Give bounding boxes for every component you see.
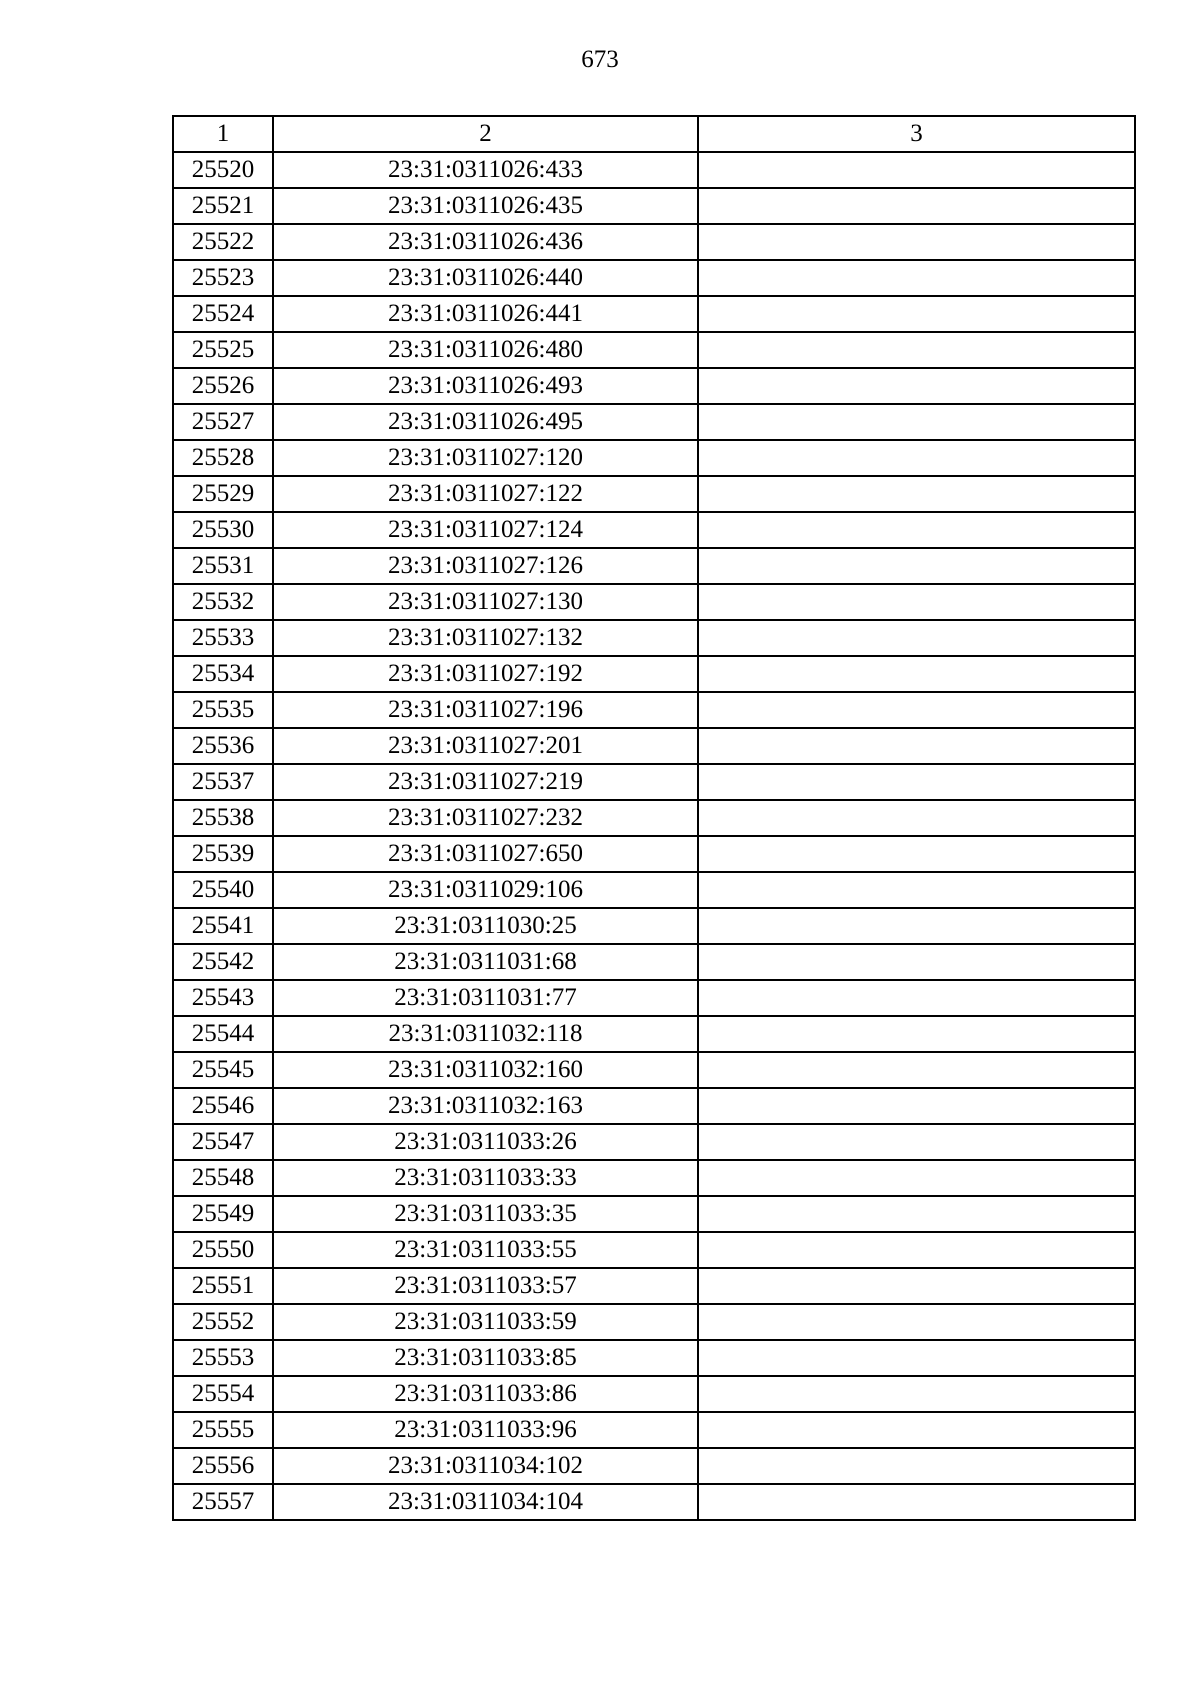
note-cell [698, 836, 1135, 872]
row-number-cell: 25524 [173, 296, 273, 332]
row-number-cell: 25526 [173, 368, 273, 404]
table-row [173, 1124, 1135, 1160]
cadastral-number-cell: 23:31:0311026:480 [273, 332, 698, 368]
row-number-cell: 25552 [173, 1304, 273, 1340]
table-row [173, 296, 1135, 332]
note-cell [698, 188, 1135, 224]
table-row [173, 476, 1135, 512]
row-number-cell: 25544 [173, 1016, 273, 1052]
cadastral-number-cell: 23:31:0311031:68 [273, 944, 698, 980]
note-cell [698, 1016, 1135, 1052]
note-cell [698, 1088, 1135, 1124]
note-cell [698, 1268, 1135, 1304]
row-number-cell: 25557 [173, 1484, 273, 1520]
note-cell [698, 1340, 1135, 1376]
cadastral-number-cell: 23:31:0311027:650 [273, 836, 698, 872]
row-number-cell: 25550 [173, 1232, 273, 1268]
page-number: 673 [581, 46, 619, 73]
row-number-cell: 25523 [173, 260, 273, 296]
cadastral-number-cell: 23:31:0311033:26 [273, 1124, 698, 1160]
row-number-cell: 25533 [173, 620, 273, 656]
row-number-cell: 25532 [173, 584, 273, 620]
row-number-cell: 25527 [173, 404, 273, 440]
cadastral-number-cell: 23:31:0311032:163 [273, 1088, 698, 1124]
cadastral-number-cell: 23:31:0311033:33 [273, 1160, 698, 1196]
note-cell [698, 368, 1135, 404]
cadastral-number-cell: 23:31:0311027:122 [273, 476, 698, 512]
cadastral-number-cell: 23:31:0311027:232 [273, 800, 698, 836]
table-row [173, 332, 1135, 368]
row-number-cell: 25548 [173, 1160, 273, 1196]
row-number-cell: 25534 [173, 656, 273, 692]
note-cell [698, 512, 1135, 548]
table-row [173, 1448, 1135, 1484]
table-row [173, 800, 1135, 836]
cadastral-number-cell: 23:31:0311032:118 [273, 1016, 698, 1052]
cadastral-number-cell: 23:31:0311027:130 [273, 584, 698, 620]
note-cell [698, 1412, 1135, 1448]
row-number-cell: 25528 [173, 440, 273, 476]
cadastral-number-cell: 23:31:0311027:201 [273, 728, 698, 764]
cadastral-number-cell: 23:31:0311027:126 [273, 548, 698, 584]
note-cell [698, 800, 1135, 836]
row-number-cell: 25556 [173, 1448, 273, 1484]
note-cell [698, 584, 1135, 620]
note-cell [698, 980, 1135, 1016]
note-cell [698, 944, 1135, 980]
table-row [173, 1340, 1135, 1376]
row-number-cell: 25530 [173, 512, 273, 548]
cadastral-number-cell: 23:31:0311026:441 [273, 296, 698, 332]
table-body [173, 152, 1135, 1520]
table-row [173, 692, 1135, 728]
cadastral-number-cell: 23:31:0311032:160 [273, 1052, 698, 1088]
column-header-1: 1 [173, 116, 273, 152]
note-cell [698, 1376, 1135, 1412]
table-row [173, 728, 1135, 764]
cadastral-number-cell: 23:31:0311027:120 [273, 440, 698, 476]
note-cell [698, 1484, 1135, 1520]
row-number-cell: 25547 [173, 1124, 273, 1160]
note-cell [698, 1196, 1135, 1232]
note-cell [698, 1124, 1135, 1160]
note-cell [698, 1052, 1135, 1088]
table-row [173, 1088, 1135, 1124]
header-row [173, 116, 1135, 152]
cadastral-number-cell: 23:31:0311026:433 [273, 152, 698, 188]
cadastral-number-cell: 23:31:0311027:124 [273, 512, 698, 548]
row-number-cell: 25541 [173, 908, 273, 944]
column-header-2: 2 [273, 116, 698, 152]
cadastral-number-cell: 23:31:0311026:436 [273, 224, 698, 260]
table-row [173, 656, 1135, 692]
table-row [173, 1268, 1135, 1304]
cadastral-number-cell: 23:31:0311034:102 [273, 1448, 698, 1484]
table-row [173, 188, 1135, 224]
row-number-cell: 25542 [173, 944, 273, 980]
note-cell [698, 656, 1135, 692]
cadastral-number-cell: 23:31:0311029:106 [273, 872, 698, 908]
cadastral-number-cell: 23:31:0311027:196 [273, 692, 698, 728]
cadastral-number-cell: 23:31:0311033:96 [273, 1412, 698, 1448]
row-number-cell: 25546 [173, 1088, 273, 1124]
row-number-cell: 25520 [173, 152, 273, 188]
row-number-cell: 25554 [173, 1376, 273, 1412]
cadastral-number-cell: 23:31:0311033:86 [273, 1376, 698, 1412]
note-cell [698, 764, 1135, 800]
cadastral-number-cell: 23:31:0311033:85 [273, 1340, 698, 1376]
note-cell [698, 440, 1135, 476]
table-row [173, 620, 1135, 656]
cadastral-number-cell: 23:31:0311033:57 [273, 1268, 698, 1304]
row-number-cell: 25538 [173, 800, 273, 836]
cadastral-number-cell: 23:31:0311026:493 [273, 368, 698, 404]
cadastral-number-cell: 23:31:0311027:192 [273, 656, 698, 692]
table-row [173, 1160, 1135, 1196]
row-number-cell: 25537 [173, 764, 273, 800]
table-row [173, 368, 1135, 404]
row-number-cell: 25553 [173, 1340, 273, 1376]
row-number-cell: 25521 [173, 188, 273, 224]
cadastral-number-cell: 23:31:0311027:219 [273, 764, 698, 800]
note-cell [698, 332, 1135, 368]
table-row [173, 548, 1135, 584]
row-number-cell: 25536 [173, 728, 273, 764]
note-cell [698, 728, 1135, 764]
note-cell [698, 908, 1135, 944]
registry-table [172, 115, 1136, 1521]
table-row [173, 1304, 1135, 1340]
note-cell [698, 692, 1135, 728]
cadastral-number-cell: 23:31:0311026:495 [273, 404, 698, 440]
row-number-cell: 25551 [173, 1268, 273, 1304]
row-number-cell: 25555 [173, 1412, 273, 1448]
table-row [173, 584, 1135, 620]
note-cell [698, 476, 1135, 512]
row-number-cell: 25529 [173, 476, 273, 512]
cadastral-number-cell: 23:31:0311033:55 [273, 1232, 698, 1268]
row-number-cell: 25522 [173, 224, 273, 260]
table-row [173, 440, 1135, 476]
cadastral-number-cell: 23:31:0311026:440 [273, 260, 698, 296]
row-number-cell: 25539 [173, 836, 273, 872]
cadastral-number-cell: 23:31:0311031:77 [273, 980, 698, 1016]
table-row [173, 980, 1135, 1016]
row-number-cell: 25525 [173, 332, 273, 368]
table-row [173, 908, 1135, 944]
table-row [173, 944, 1135, 980]
table-row [173, 1016, 1135, 1052]
note-cell [698, 296, 1135, 332]
note-cell [698, 1160, 1135, 1196]
table-row [173, 1484, 1135, 1520]
note-cell [698, 404, 1135, 440]
row-number-cell: 25535 [173, 692, 273, 728]
note-cell [698, 152, 1135, 188]
cadastral-number-cell: 23:31:0311027:132 [273, 620, 698, 656]
table-row [173, 1232, 1135, 1268]
table-row [173, 260, 1135, 296]
note-cell [698, 1304, 1135, 1340]
cadastral-number-cell: 23:31:0311033:59 [273, 1304, 698, 1340]
row-number-cell: 25531 [173, 548, 273, 584]
row-number-cell: 25549 [173, 1196, 273, 1232]
note-cell [698, 548, 1135, 584]
table-row [173, 872, 1135, 908]
row-number-cell: 25545 [173, 1052, 273, 1088]
note-cell [698, 1448, 1135, 1484]
note-cell [698, 224, 1135, 260]
table-header [173, 116, 1135, 152]
row-number-cell: 25540 [173, 872, 273, 908]
table-row [173, 764, 1135, 800]
table-row [173, 836, 1135, 872]
cadastral-number-cell: 23:31:0311026:435 [273, 188, 698, 224]
note-cell [698, 620, 1135, 656]
note-cell [698, 1232, 1135, 1268]
table-row [173, 152, 1135, 188]
note-cell [698, 872, 1135, 908]
note-cell [698, 260, 1135, 296]
row-number-cell: 25543 [173, 980, 273, 1016]
column-header-3: 3 [698, 116, 1135, 152]
table-row [173, 224, 1135, 260]
cadastral-number-cell: 23:31:0311030:25 [273, 908, 698, 944]
table-row [173, 512, 1135, 548]
table-row [173, 404, 1135, 440]
table-row [173, 1052, 1135, 1088]
cadastral-number-cell: 23:31:0311033:35 [273, 1196, 698, 1232]
table-row [173, 1196, 1135, 1232]
table-row [173, 1376, 1135, 1412]
cadastral-number-cell: 23:31:0311034:104 [273, 1484, 698, 1520]
table-row [173, 1412, 1135, 1448]
